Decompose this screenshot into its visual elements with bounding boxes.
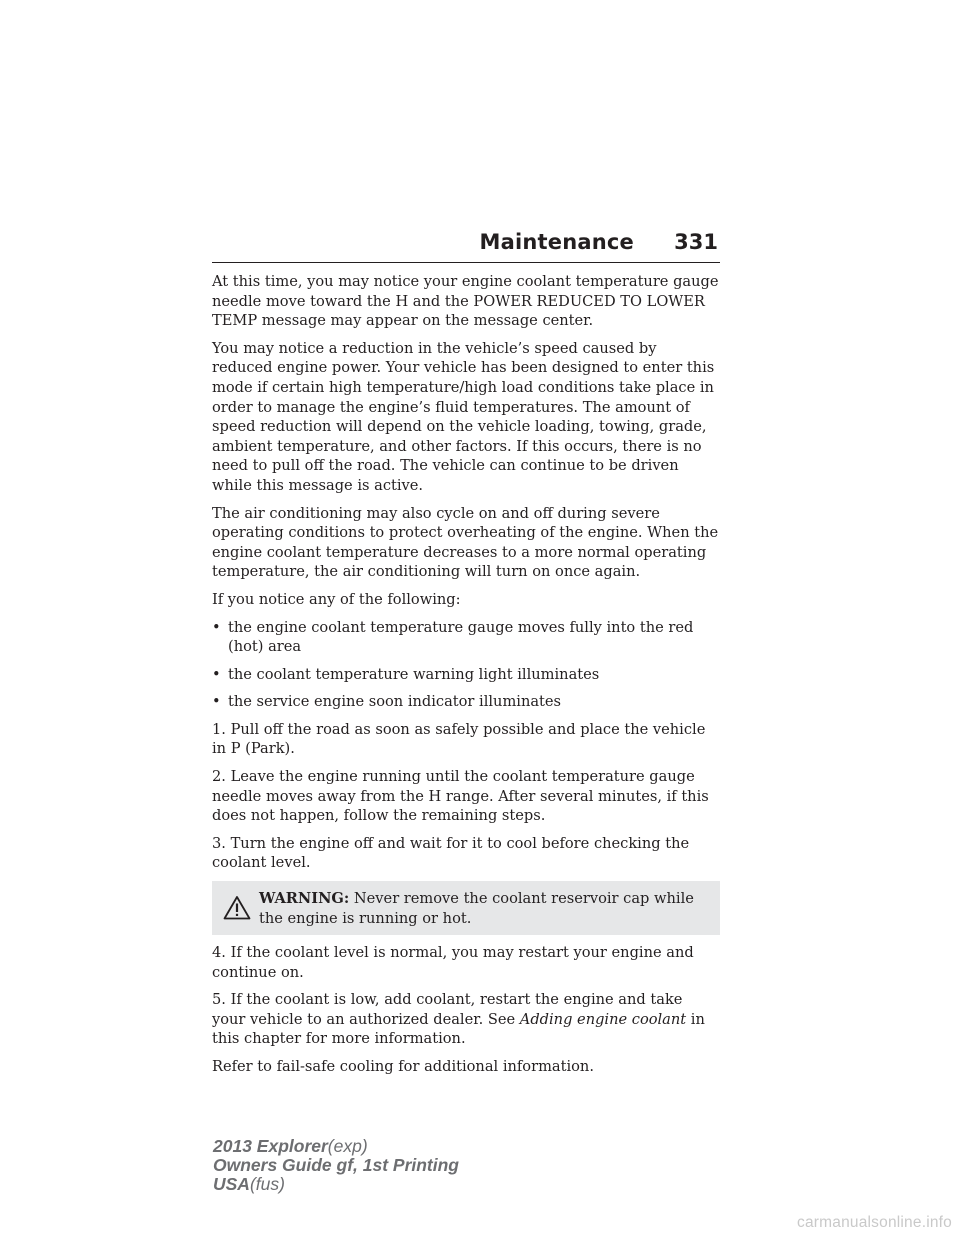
step: 1. Pull off the road as soon as safely possible and place the vehicle in P (Park). (212, 720, 706, 758)
section-title: Maintenance (479, 230, 634, 254)
list-item (212, 692, 720, 712)
footer-line (213, 1137, 459, 1156)
warning-text: Never remove the coolant reservoir cap while the engine is running or hot. (259, 890, 694, 927)
list-item (212, 618, 720, 657)
footer-model: 2013 Explorer (213, 1136, 328, 1156)
warning-label: WARNING: (259, 890, 350, 908)
cross-reference: Adding engine coolant (519, 1010, 687, 1028)
step-text: in this chapter for more information. (212, 1010, 705, 1048)
paragraph: Refer to fail-safe cooling for additional information. (212, 1058, 594, 1075)
bullet-icon: • (212, 693, 221, 711)
list-item-text: the coolant temperature warning light illuminates (228, 665, 600, 683)
step: 2. Leave the engine running until the coolant temperature gauge needle moves away from the H range. After several minutes, if this does not happen, follow the remaining steps. (212, 768, 709, 825)
warning-triangle-icon (223, 895, 251, 920)
watermark: carmanualsonline.info (797, 1214, 952, 1231)
page-content (212, 272, 720, 1085)
bullet-icon: • (212, 618, 221, 636)
paragraph: The air conditioning may also cycle on and off during severe operating conditions to protect overheating of the engine. When the engine coolant temperature decreases to a more normal operating temperature, the air conditioning will turn on once again. (212, 504, 719, 581)
paragraph: If you notice any of the following: (212, 590, 461, 608)
footer (213, 1137, 459, 1194)
list-item (212, 665, 720, 685)
footer-market-code: (fus) (249, 1174, 285, 1194)
page-number: 331 (674, 230, 718, 254)
footer-edition: Owners Guide gf, 1st Printing (213, 1155, 459, 1175)
step-text: 5. If the coolant is low, add coolant, restart the engine and take your vehicle to an authorized dealer. See (212, 991, 683, 1028)
list-item-text: the service engine soon indicator illuminates (228, 693, 562, 711)
footer-line (213, 1175, 459, 1194)
step: 4. If the coolant level is normal, you may restart your engine and continue on. (212, 944, 694, 981)
footer-market: USA (213, 1174, 250, 1194)
paragraph: At this time, you may notice your engine coolant temperature gauge needle move toward the H and the POWER REDUCED TO LOWER TEMP message may appear on the message center. (212, 273, 719, 330)
warning-box (212, 881, 720, 935)
page-header (212, 228, 720, 263)
step (212, 990, 720, 1049)
step: 3. Turn the engine off and wait for it to cool before checking the coolant level. (212, 834, 690, 872)
paragraph: You may notice a reduction in the vehicle’s speed caused by reduced engine power. Your vehicle has been designed to enter this mode if certain high temperature/high load conditions take place in order to manage the engine’s fluid temperatures. The amount of speed reduction will depend on the vehicle loading, towing, grade, ambient temperature, and other factors. If this occurs, there is no need to pull off the road. The vehicle can continue to be driven while this message is active. (212, 339, 715, 494)
bullet-icon: • (212, 665, 221, 683)
footer-model-code: (exp) (327, 1136, 368, 1156)
list-item-text: the engine coolant temperature gauge moves fully into the red (hot) area (228, 618, 694, 656)
